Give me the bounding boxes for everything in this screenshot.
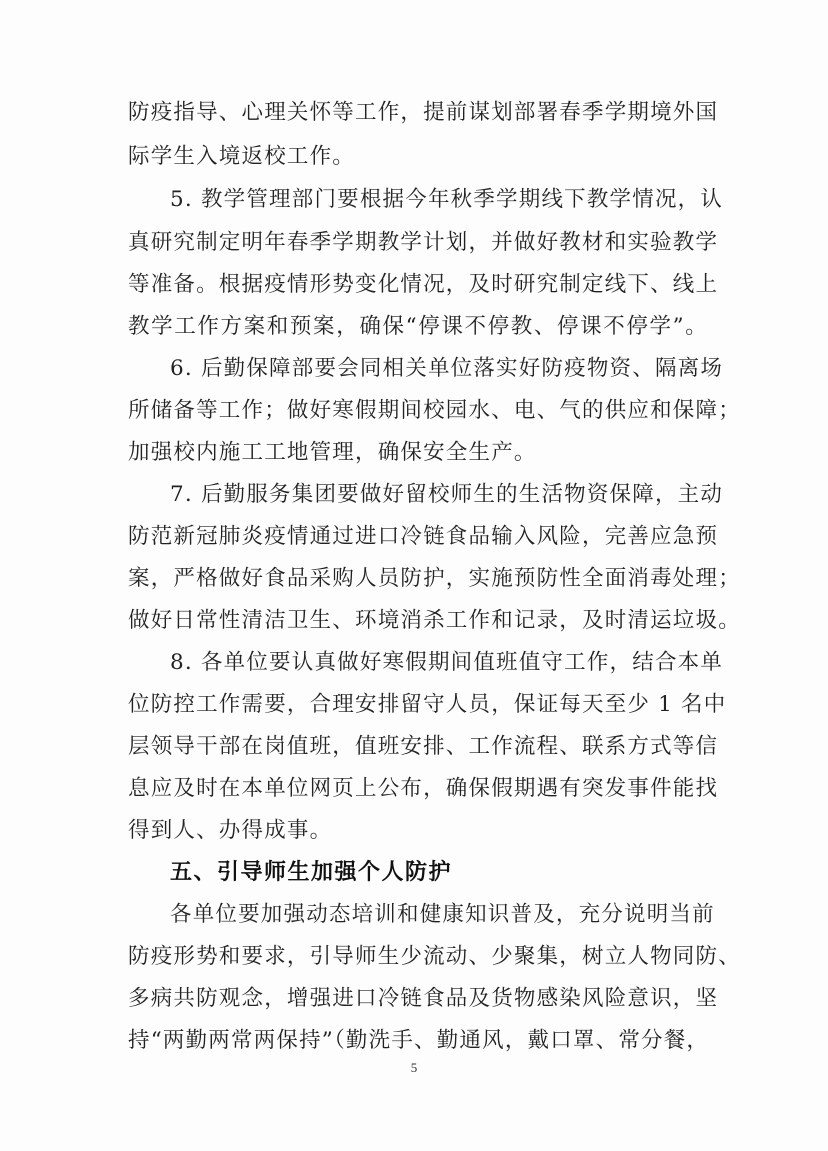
text-line: 教学工作方案和预案，确保“停课不停教、停课不停学”。 [128, 314, 708, 339]
text-line: 案，严格做好食品采购人员防护，实施预防性全面消毒处理； [128, 566, 741, 591]
text-line: 所储备等工作；做好寒假期间校园水、电、气的供应和保障； [128, 398, 741, 423]
text-line: 多病共防观念，增强进口冷链食品及货物感染风险意识，坚 [128, 986, 719, 1011]
page-number: 5 [410, 1060, 418, 1075]
text-line: 防疫指导、心理关怀等工作，提前谋划部署春季学期境外国 [128, 100, 719, 125]
text-line: 真研究制定明年春季学期教学计划，并做好教材和实验教学 [128, 230, 719, 255]
text-line: 加强校内施工工地管理，确保安全生产。 [128, 440, 537, 465]
paragraph-section-5-start: 各单位要加强动态培训和健康知识普及，充分说明当前 [170, 902, 715, 927]
text-line: 持“两勤两常两保持”（勤洗手、勤通风，戴口罩、常分餐， [128, 1028, 710, 1053]
text-line: 息应及时在本单位网页上公布，确保假期遇有突发事件能找 [128, 776, 719, 801]
text-line: 做好日常性清洁卫生、环境消杀工作和记录，及时清运垃圾。 [128, 608, 741, 633]
text-line: 得到人、办得成事。 [128, 818, 333, 843]
paragraph-7-start: 7. 后勤服务集团要做好留校师生的生活物资保障，主动 [170, 482, 724, 507]
paragraph-8-start: 8. 各单位要认真做好寒假期间值班值守工作，结合本单 [170, 650, 724, 675]
text-line: 等准备。根据疫情形势变化情况，及时研究制定线下、线上 [128, 272, 719, 297]
paragraph-6-start: 6. 后勤保障部要会同相关单位落实好防疫物资、隔离场 [170, 356, 724, 381]
text-line: 防疫形势和要求，引导师生少流动、少聚集，树立人物同防、 [128, 944, 741, 969]
section-heading: 五、引导师生加强个人防护 [170, 860, 453, 885]
text-line: 位防控工作需要，合理安排留守人员，保证每天至少 1 名中 [128, 692, 727, 717]
text-line: 层领导干部在岗值班，值班安排、工作流程、联系方式等信 [128, 734, 719, 759]
paragraph-5-start: 5. 教学管理部门要根据今年秋季学期线下教学情况，认 [170, 187, 724, 212]
text-line: 防范新冠肺炎疫情通过进口冷链食品输入风险，完善应急预 [128, 524, 719, 549]
text-line: 际学生入境返校工作。 [128, 144, 356, 169]
